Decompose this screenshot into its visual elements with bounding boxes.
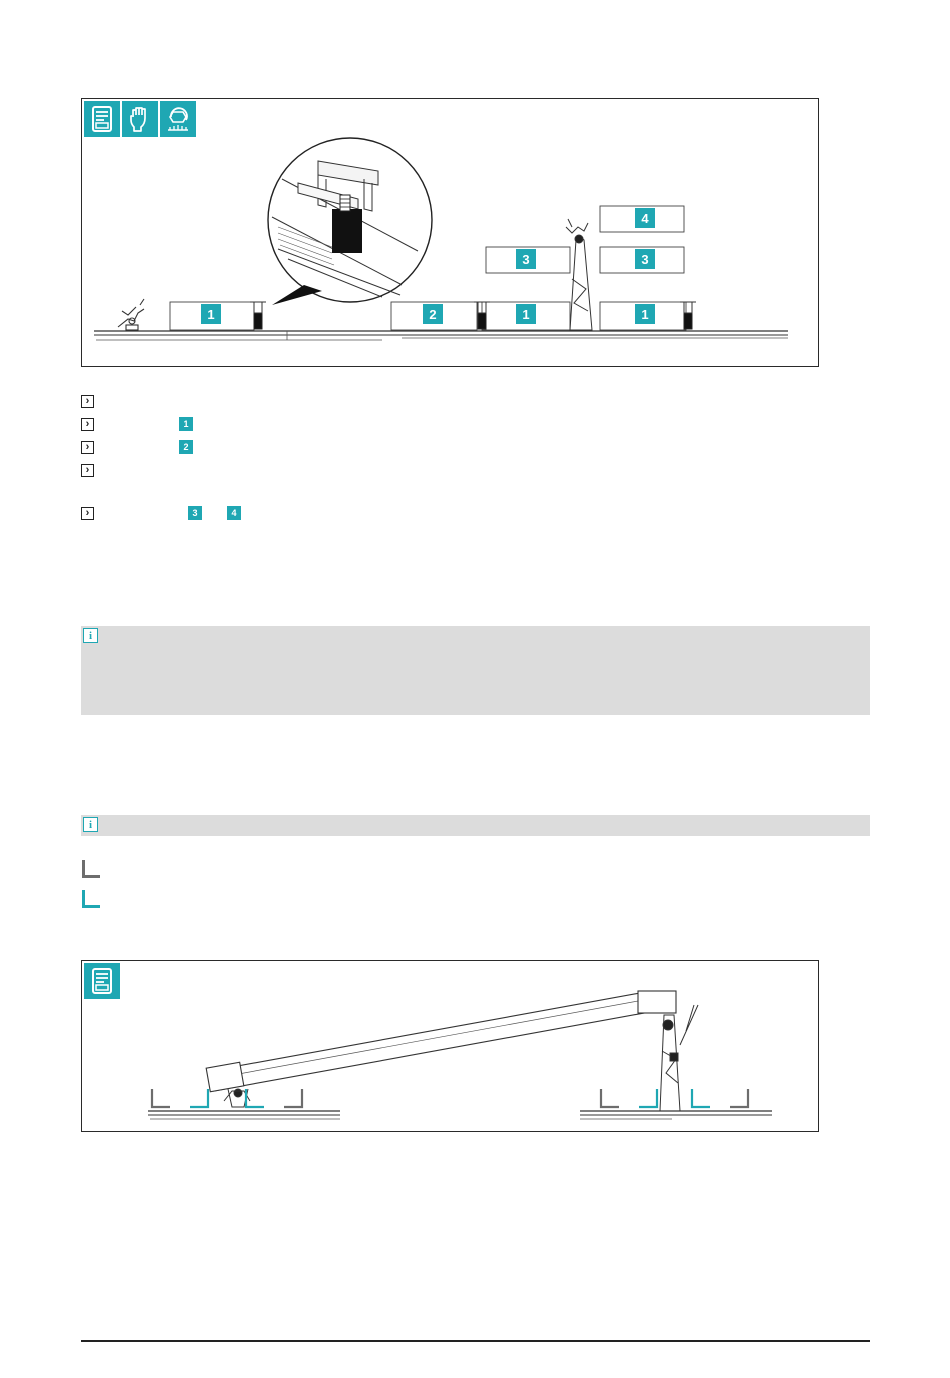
- step-item: [81, 505, 241, 521]
- step-item: [81, 439, 193, 455]
- footer-divider: [81, 1340, 870, 1342]
- label-1-right: 1: [635, 304, 655, 324]
- label-1-middle: 1: [516, 304, 536, 324]
- gray-angle-marker: [82, 860, 100, 878]
- info-icon: i: [83, 817, 98, 832]
- chevron-right-icon: ›: [81, 464, 94, 477]
- info-icon: i: [83, 628, 98, 643]
- step-item: [81, 416, 193, 432]
- teal-angle-marker: [82, 890, 100, 908]
- chevron-right-icon: ›: [81, 441, 94, 454]
- label-4: 4: [635, 208, 655, 228]
- step-item: [81, 462, 94, 478]
- step-badge-2: 2: [179, 440, 193, 454]
- step-badge-3: 3: [188, 506, 202, 520]
- label-2: 2: [423, 304, 443, 324]
- chevron-right-icon: ›: [81, 507, 94, 520]
- step-badge-1: 1: [179, 417, 193, 431]
- label-1-left: 1: [201, 304, 221, 324]
- figure-2-drawing: [82, 961, 818, 1131]
- label-3-left: 3: [516, 249, 536, 269]
- figure-1-panel-layout: [81, 98, 819, 367]
- step-item: [81, 393, 94, 409]
- info-note-box: [81, 626, 870, 715]
- label-3-right: 3: [635, 249, 655, 269]
- info-note-box: [81, 815, 870, 836]
- figure-2-side-view: [81, 960, 819, 1132]
- step-badge-4: 4: [227, 506, 241, 520]
- chevron-right-icon: ›: [81, 395, 94, 408]
- figure-1-drawing: [82, 99, 818, 366]
- chevron-right-icon: ›: [81, 418, 94, 431]
